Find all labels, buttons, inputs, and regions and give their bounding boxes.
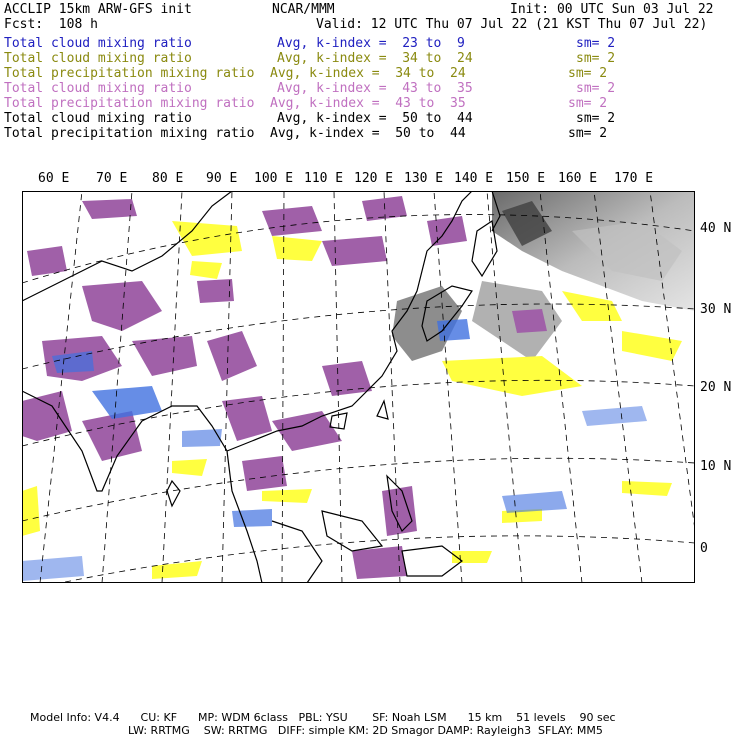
lon-label: 140 E <box>454 171 494 186</box>
lon-label: 80 E <box>152 171 184 186</box>
lon-label: 130 E <box>404 171 444 186</box>
lon-label: 110 E <box>304 171 344 186</box>
field-name: Total precipitation mixing ratio <box>4 96 255 111</box>
field-name: Total cloud mixing ratio <box>4 81 192 96</box>
lon-label: 90 E <box>206 171 238 186</box>
field-name: Total cloud mixing ratio <box>4 36 192 51</box>
lat-label: 20 N <box>700 380 732 395</box>
field-sm: sm= 2 <box>568 96 608 111</box>
field-stat: Avg, k-index = 50 to 44 <box>277 111 473 126</box>
field-stat: Avg, k-index = 34 to 24 <box>277 51 473 66</box>
field-stat: Avg, k-index = 50 to 44 <box>270 126 466 141</box>
field-sm: sm= 2 <box>568 126 608 141</box>
lon-label: 70 E <box>96 171 128 186</box>
lat-label: 30 N <box>700 302 732 317</box>
field-stat: Avg, k-index = 23 to 9 <box>277 36 465 51</box>
field-sm: sm= 2 <box>576 36 616 51</box>
lat-label: 0 <box>700 541 708 556</box>
model-info-line2: LW: RRTMG SW: RRTMG DIFF: simple KM: 2D Smagor DAMP: Rayleigh3 SFLAY: MM5 <box>128 724 603 737</box>
lon-label: 150 E <box>506 171 546 186</box>
field-name: Total precipitation mixing ratio <box>4 66 255 81</box>
lon-label: 170 E <box>614 171 654 186</box>
field-sm: sm= 2 <box>576 51 616 66</box>
model-title: ACCLIP 15km ARW-GFS init <box>4 2 192 17</box>
lon-label: 120 E <box>354 171 394 186</box>
field-stat: Avg, k-index = 43 to 35 <box>270 96 466 111</box>
lon-label: 60 E <box>38 171 70 186</box>
forecast-map <box>22 191 695 583</box>
forecast-hour: Fcst: 108 h <box>4 17 98 32</box>
model-info-line1: Model Info: V4.4 CU: KF MP: WDM 6class PBL: YSU SF: Noah LSM 15 km 51 levels 90 sec <box>30 711 616 724</box>
lat-label: 40 N <box>700 221 732 236</box>
field-name: Total precipitation mixing ratio <box>4 126 255 141</box>
field-sm: sm= 2 <box>568 66 608 81</box>
valid-time: Valid: 12 UTC Thu 07 Jul 22 (21 KST Thu 07 Jul 22) <box>316 17 708 32</box>
lat-label: 10 N <box>700 459 732 474</box>
field-name: Total cloud mixing ratio <box>4 111 192 126</box>
field-sm: sm= 2 <box>576 81 616 96</box>
field-name: Total cloud mixing ratio <box>4 51 192 66</box>
center-label: NCAR/MMM <box>272 2 335 17</box>
field-stat: Avg, k-index = 34 to 24 <box>270 66 466 81</box>
field-sm: sm= 2 <box>576 111 616 126</box>
field-stat: Avg, k-index = 43 to 35 <box>277 81 473 96</box>
lon-label: 100 E <box>254 171 294 186</box>
lon-label: 160 E <box>558 171 598 186</box>
init-time: Init: 00 UTC Sun 03 Jul 22 <box>510 2 714 17</box>
